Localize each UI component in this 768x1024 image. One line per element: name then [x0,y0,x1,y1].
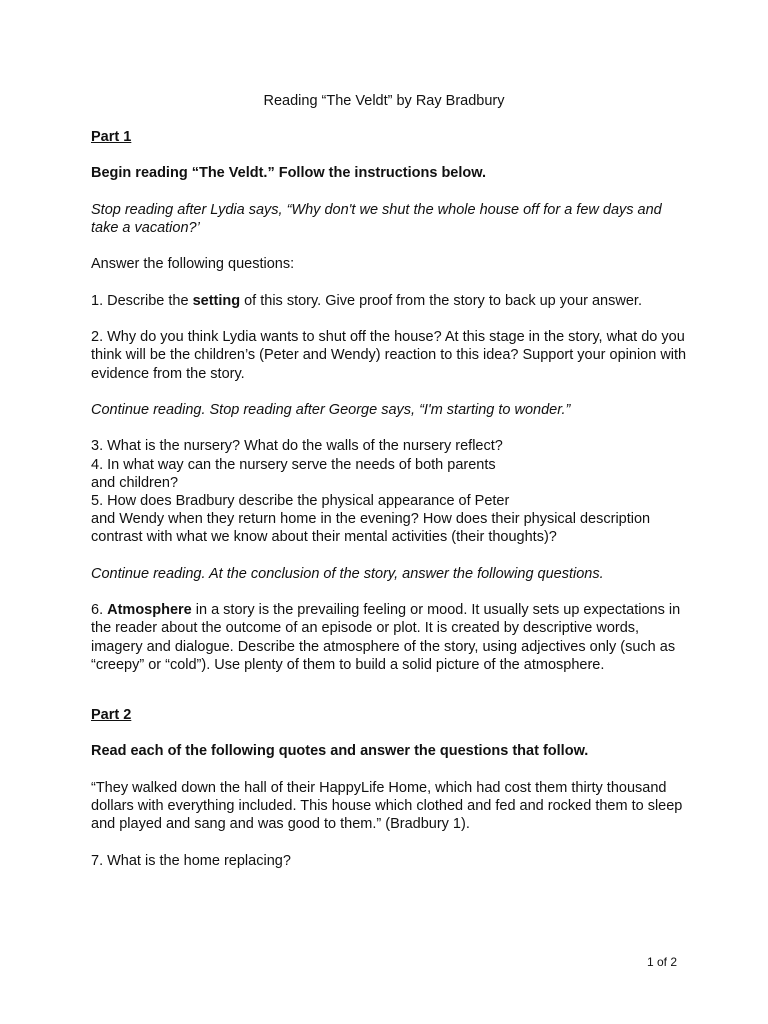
question-6-prefix: 6. [91,602,108,619]
part-2-instruction: Read each of the following quotes and answer the questions that follow. [91,743,589,760]
question-1-prefix: 1. Describe the [91,292,193,309]
stop-reading-note-2: Continue reading. Stop reading after George says, “I'm starting to wonder.” [91,401,571,418]
stop-reading-note-3: Continue reading. At the conclusion of the story, answer the following questions. [91,565,604,582]
question-3: 3. What is the nursery? What do the walls of the nursery reflect? [91,438,503,455]
page-number: 1 of 2 [646,955,677,969]
question-1-keyword: setting [192,292,241,309]
question-6-suffix: in a story is the prevailing feeling or mood. It usually sets up expectations in the reader about the outcome of an episode or plot. It is created by descriptive words, imagery and dialogue. Describe the atmosphere of the story, using adjectives only (such as “creepy” or “cold”). Use plenty of them to build a solid picture of the atmosphere. [91,602,681,673]
part-1-instruction: Begin reading “The Veldt.” Follow the instructions below. [91,165,487,182]
question-6-keyword: Atmosphere [107,602,192,619]
question-4-line-2: and children? [91,474,179,491]
question-2: 2. Why do you think Lydia wants to shut off the house? At this stage in the story, what do you think will be the children’s (Peter and Wendy) reaction to this idea? Support your opinion with evidence from the story. [91,329,687,382]
question-1 [91,292,691,310]
document-title: Reading “The Veldt” by Ray Bradbury [263,93,505,109]
question-5-line-1: 5. How does Bradbury describe the physical appearance of Peter [91,492,510,509]
question-5-line-2: and Wendy when they return home in the evening? How does their physical description contrast with what we know about their mental activities (their thoughts)? [91,511,651,546]
question-4-line-1: 4. In what way can the nursery serve the needs of both parents [91,456,496,473]
stop-reading-note-1: Stop reading after Lydia says, “Why don't we shut the whole house off for a few days and take a vacation?’ [91,201,662,236]
document-body [91,128,691,870]
quote-1: “They walked down the hall of their HappyLife Home, which had cost them thirty thousand dollars with everything included. This house which clothed and fed and rocked them to sleep and played and sang and was good to them.” (Bradbury 1). [91,779,683,833]
question-1-suffix: of this story. Give proof from the story to back up your answer. [240,292,642,309]
question-6 [91,601,691,674]
part-1-heading: Part 1 [91,129,132,145]
question-7: 7. What is the home replacing? [91,852,291,869]
part-2-heading: Part 2 [91,706,132,723]
answer-prompt: Answer the following questions: [91,256,295,273]
